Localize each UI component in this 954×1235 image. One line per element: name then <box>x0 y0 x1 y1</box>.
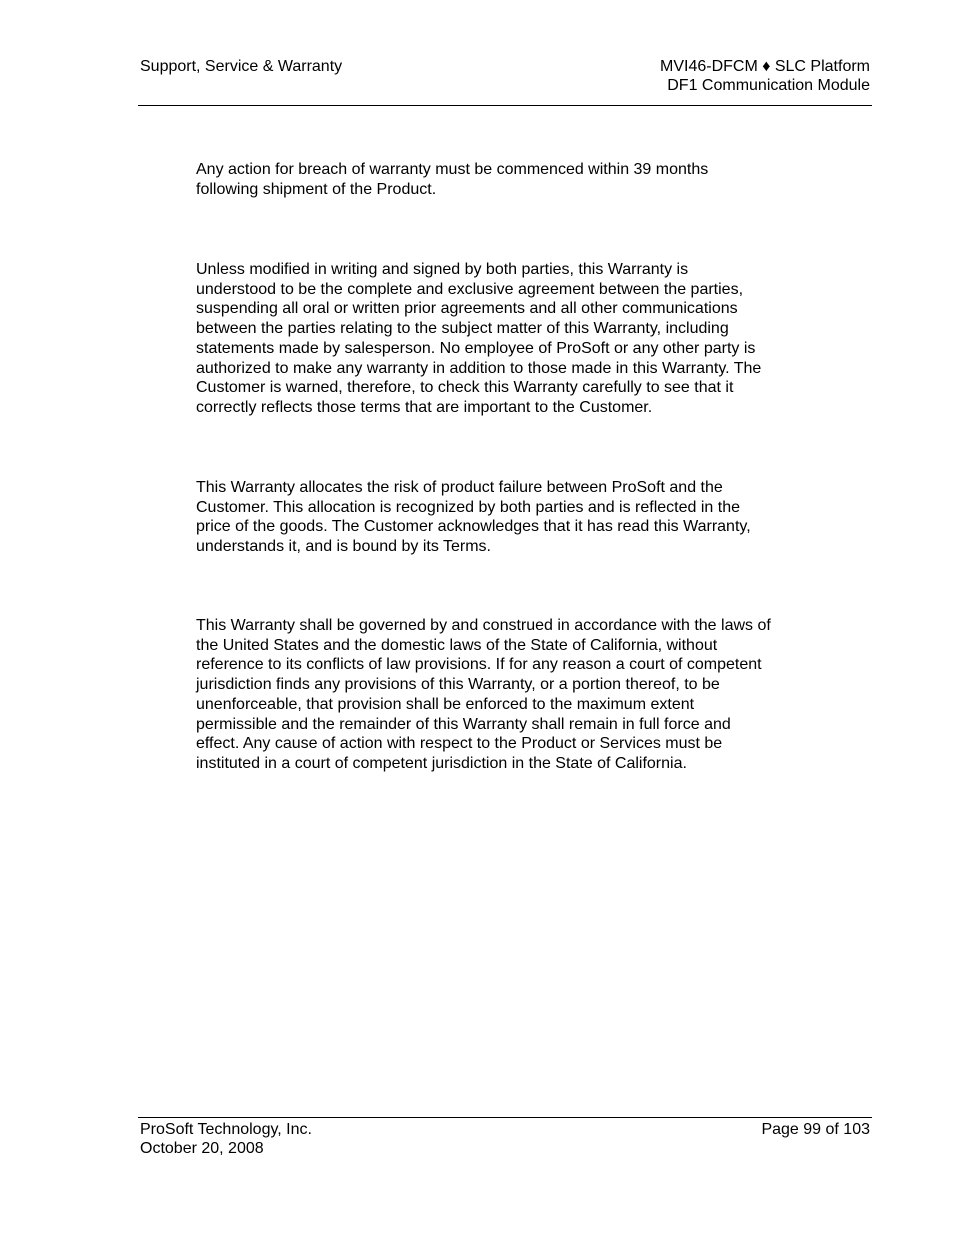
text-line: Customer is warned, therefore, to check this Warranty carefully to see that it <box>196 379 734 397</box>
text-line: following shipment of the Product. <box>196 180 437 198</box>
paragraph-breach-of-warranty <box>196 160 826 199</box>
text-line: jurisdiction finds any provisions of this Warranty, or a portion thereof, to be <box>196 676 720 694</box>
text-line: Any action for breach of warranty must be commenced within 39 months <box>196 161 709 178</box>
text-line: unenforceable, that provision shall be enforced to the maximum extent <box>196 695 695 713</box>
text-line: effect. Any cause of action with respect to the Product or Services must be <box>196 735 723 753</box>
page-number: Page 99 of 103 <box>761 1121 870 1138</box>
company-name: ProSoft Technology, Inc. <box>140 1121 312 1138</box>
footer-divider <box>138 1117 872 1118</box>
publication-date: October 20, 2008 <box>140 1140 264 1157</box>
text-line: Unless modified in writing and signed by both parties, this Warranty is <box>196 261 689 278</box>
text-line: instituted in a court of competent jurisdiction in the State of California. <box>196 754 687 772</box>
text-line: permissible and the remainder of this Warranty shall remain in full force and <box>196 715 731 733</box>
running-header-product <box>660 57 870 95</box>
text-line: This Warranty shall be governed by and construed in accordance with the laws of <box>196 617 771 634</box>
product-subtitle: DF1 Communication Module <box>667 77 870 94</box>
header-divider <box>138 105 872 106</box>
paragraph-allocation-of-risk <box>196 478 826 557</box>
text-line: correctly reflects those terms that are important to the Customer. <box>196 398 653 416</box>
text-line: reference to its conflicts of law provisions. If for any reason a court of competent <box>196 656 762 674</box>
text-line: price of the goods. The Customer acknowledges that it has read this Warranty, <box>196 518 751 536</box>
paragraph-entire-agreement <box>196 260 826 418</box>
text-line: Customer. This allocation is recognized by both parties and is reflected in the <box>196 498 740 516</box>
footer-company-block <box>140 1120 312 1158</box>
product-line: MVI46-DFCM ♦ SLC Platform <box>660 58 870 75</box>
paragraph-governing-law <box>196 616 826 774</box>
text-line: suspending all oral or written prior agreements and all other communications <box>196 300 738 318</box>
text-line: This Warranty allocates the risk of product failure between ProSoft and the <box>196 479 723 496</box>
section-title: Support, Service & Warranty <box>140 58 343 75</box>
text-line: statements made by salesperson. No employee of ProSoft or any other party is <box>196 339 756 357</box>
text-line: the United States and the domestic laws of the State of California, without <box>196 636 718 654</box>
text-line: authorized to make any warranty in addition to those made in this Warranty. The <box>196 359 762 377</box>
text-line: understood to be the complete and exclusive agreement between the parties, <box>196 280 744 298</box>
text-line: understands it, and is bound by its Terms. <box>196 538 491 556</box>
text-line: between the parties relating to the subject matter of this Warranty, including <box>196 320 729 338</box>
running-header-section <box>140 57 342 76</box>
